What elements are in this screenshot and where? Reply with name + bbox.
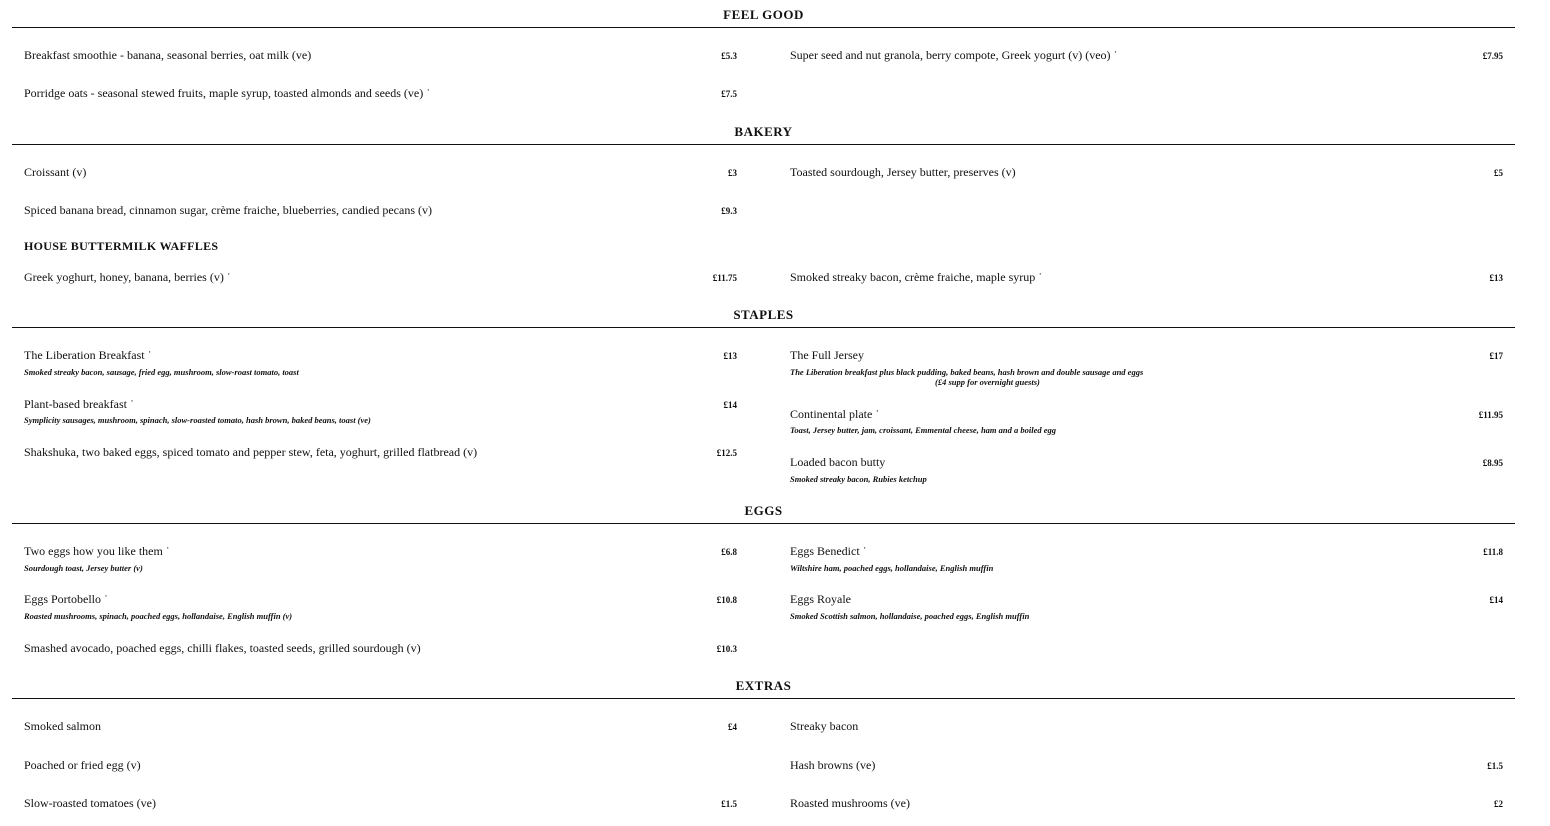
menu-item-name: The Full Jersey: [790, 348, 864, 362]
menu-item-price: £5.3: [721, 51, 737, 61]
menu-item-price: £4: [728, 722, 737, 732]
section-title-eggs: EGGS: [744, 503, 783, 518]
section-title-feel-good: FEEL GOOD: [723, 7, 804, 22]
section-divider: [12, 27, 1515, 28]
menu-item-note: (£4 supp for overnight guests): [935, 377, 1040, 387]
menu-item-price: £9.3: [721, 206, 737, 216]
section-title-extras: EXTRAS: [735, 678, 792, 693]
menu-item-name: Slow-roasted tomatoes (ve): [24, 796, 156, 810]
menu-item-price: £13: [1489, 273, 1503, 283]
menu-item-price: £6.8: [721, 547, 737, 557]
menu-item-name: Eggs Royale: [790, 592, 851, 606]
menu-item-description: Smoked streaky bacon, Rubies ketchup: [790, 474, 927, 484]
section-title-staples: STAPLES: [733, 307, 794, 322]
menu-item-name: Loaded bacon butty: [790, 455, 886, 469]
menu-item-name: Roasted mushrooms (ve): [790, 796, 910, 810]
menu-item-price: £3: [728, 168, 737, 178]
menu-item-price: £7.95: [1482, 51, 1503, 61]
menu-item-name: Poached or fried egg (v): [24, 758, 141, 772]
menu-item-price: £10.3: [716, 644, 737, 654]
menu-item-price: £17: [1489, 351, 1503, 361]
menu-item-name: Smashed avocado, poached eggs, chilli flakes, toasted seeds, grilled sourdough (v): [24, 641, 421, 655]
menu-item-name: Smoked streaky bacon, crème fraiche, maple syrup ˙: [790, 270, 1043, 284]
menu-item-name: Porridge oats - seasonal stewed fruits, maple syrup, toasted almonds and seeds (ve) ˙: [24, 86, 431, 100]
menu-item-price: £11.95: [1478, 410, 1503, 420]
menu-item-price: £7.5: [721, 89, 737, 99]
menu-item-description: Roasted mushrooms, spinach, poached eggs, hollandaise, English muffin (v): [24, 611, 293, 621]
section-divider: [12, 698, 1515, 699]
menu-item-description: Wiltshire ham, poached eggs, hollandaise, English muffin: [790, 563, 994, 573]
section-divider: [12, 523, 1515, 524]
menu-item-name: The Liberation Breakfast ˙: [24, 348, 152, 362]
menu-item-name: Croissant (v): [24, 165, 87, 179]
menu-item-name: Eggs Benedict ˙: [790, 544, 867, 558]
menu-item-name: Shakshuka, two baked eggs, spiced tomato and pepper stew, feta, yoghurt, grilled flatbread (v): [24, 445, 478, 459]
menu-item-name: Smoked salmon: [24, 719, 101, 733]
menu-item-price: £1.5: [1487, 761, 1503, 771]
menu-item-price: £2: [1494, 799, 1503, 809]
menu-item-price: £12.5: [716, 448, 737, 458]
menu-item-price: £11.75: [712, 273, 737, 283]
menu-item-price: £1.5: [721, 799, 737, 809]
menu-item-price: £5: [1494, 168, 1503, 178]
menu-item-name: Breakfast smoothie - banana, seasonal berries, oat milk (ve): [24, 48, 312, 62]
menu-item-price: £14: [1489, 595, 1503, 605]
menu-item-name: Streaky bacon: [790, 719, 859, 733]
menu-item-price: £14: [723, 400, 737, 410]
menu-item-name: Plant-based breakfast ˙: [24, 397, 134, 411]
menu-item-description: Sourdough toast, Jersey butter (v): [24, 563, 143, 573]
section-divider: [12, 327, 1515, 328]
menu-item-description: Symplicity sausages, mushroom, spinach, slow-roasted tomato, hash brown, baked beans, toast (ve): [24, 415, 371, 425]
menu-item-name: Continental plate ˙: [790, 407, 880, 421]
menu-item-name: Eggs Portobello ˙: [24, 592, 108, 606]
menu-item-description: Smoked Scottish salmon, hollandaise, poached eggs, English muffin: [790, 611, 1030, 621]
menu-item-price: £8.95: [1482, 458, 1503, 468]
menu-item-description: Toast, Jersey butter, jam, croissant, Emmental cheese, ham and a boiled egg: [790, 425, 1057, 435]
menu-item-name: Two eggs how you like them ˙: [24, 544, 170, 558]
section-divider: [12, 144, 1515, 145]
menu-item-description: Smoked streaky bacon, sausage, fried egg, mushroom, slow-roast tomato, toast: [24, 367, 299, 377]
section-title-bakery: BAKERY: [734, 124, 793, 139]
menu-item-price: £11.8: [1483, 547, 1503, 557]
subheading-waffles: HOUSE BUTTERMILK WAFFLES: [24, 239, 219, 253]
menu-item-name: Greek yoghurt, honey, banana, berries (v) ˙: [24, 270, 231, 284]
menu-item-name: Super seed and nut granola, berry compote, Greek yogurt (v) (veo) ˙: [790, 48, 1118, 62]
menu-item-name: Hash browns (ve): [790, 758, 876, 772]
menu-item-description: The Liberation breakfast plus black pudding, baked beans, hash brown and double sausage and eggs: [790, 367, 1144, 377]
menu-item-price: £10.8: [716, 595, 737, 605]
menu-item-name: Toasted sourdough, Jersey butter, preserves (v): [790, 165, 1016, 179]
menu-item-price: £13: [723, 351, 737, 361]
menu-item-name: Spiced banana bread, cinnamon sugar, crème fraiche, blueberries, candied pecans (v): [24, 203, 432, 217]
